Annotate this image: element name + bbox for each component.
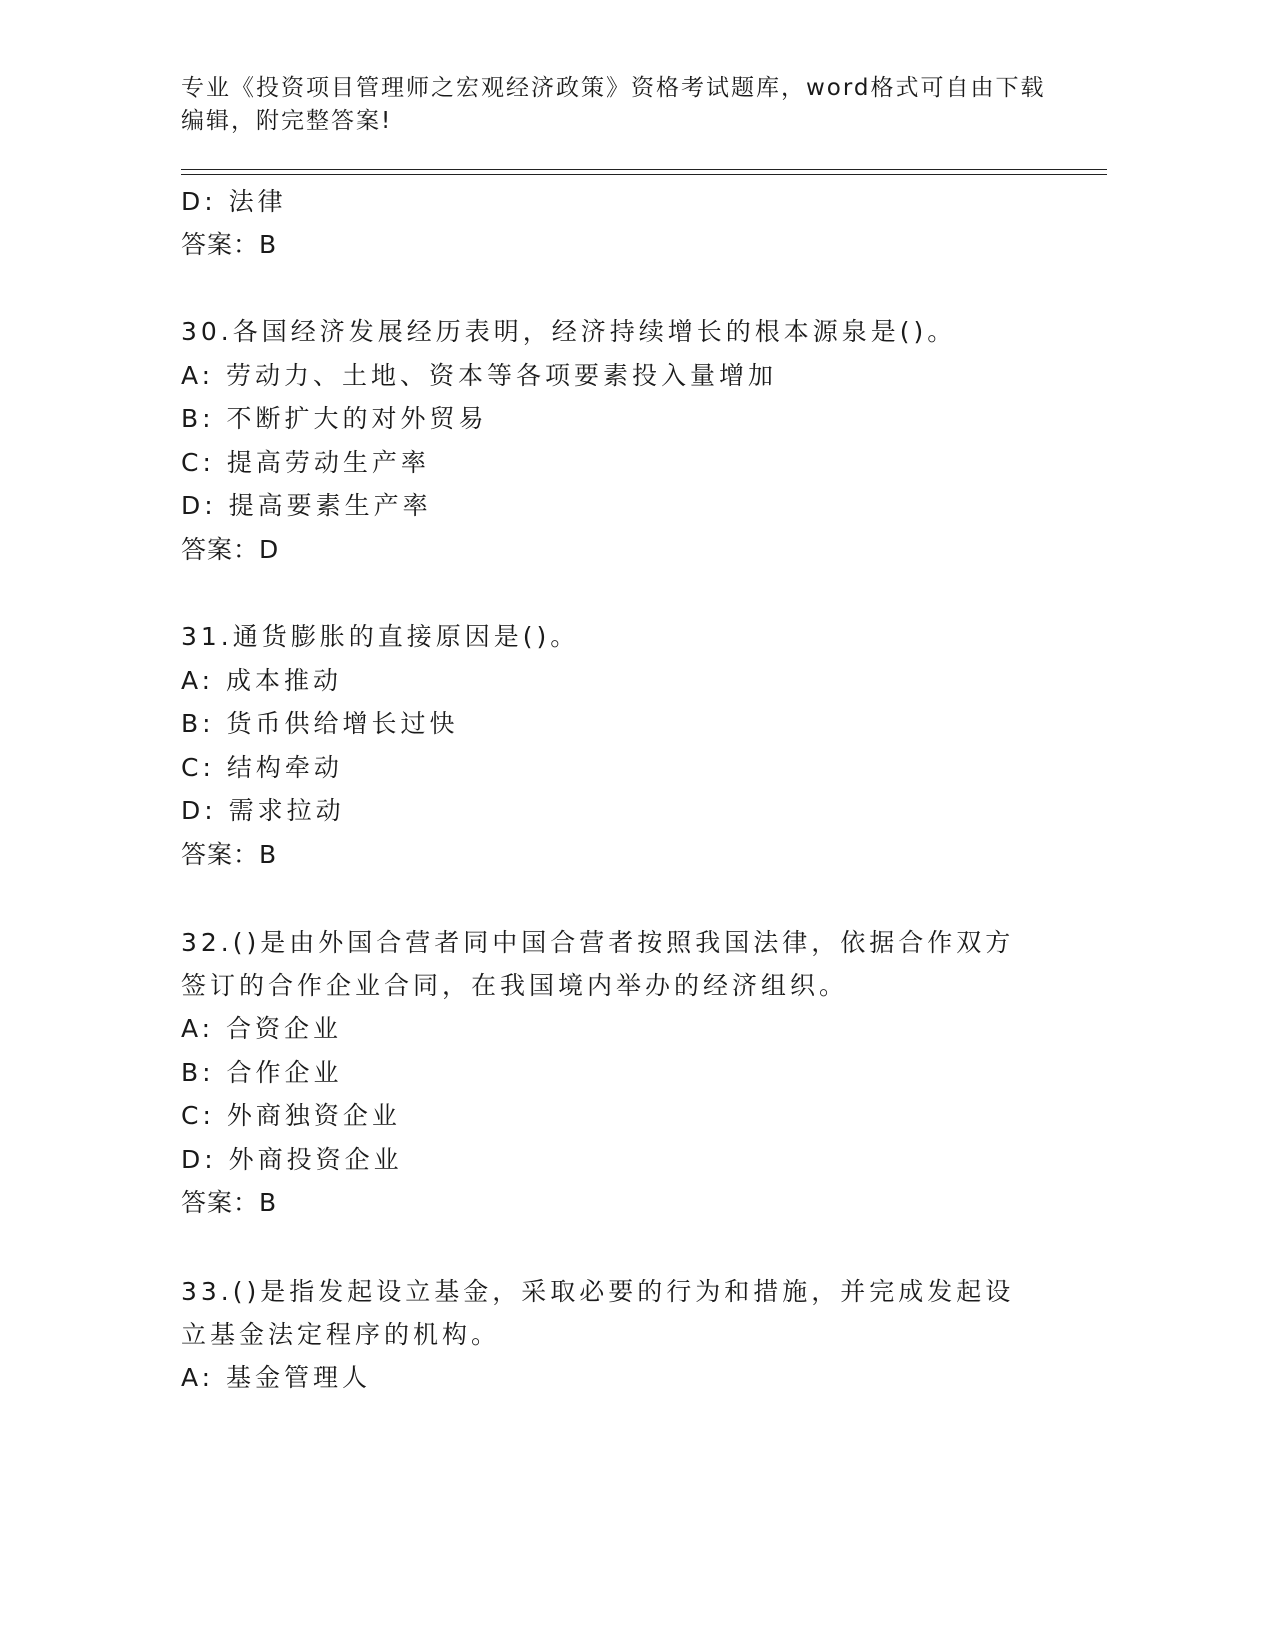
header-divider-top: [181, 169, 1107, 170]
header-divider-bottom: [181, 174, 1107, 175]
option-d: D: 需求拉动: [181, 796, 345, 825]
option-c: C: 结构牵动: [181, 753, 343, 782]
answer: 答案：B: [181, 230, 278, 259]
question-stem: 32.()是由外国合营者同中国合营者按照我国法律，依据合作双方签订的合作企业合同，在我国境内举办的经济组织。: [181, 928, 1015, 1000]
option-d: D: 法律: [181, 187, 287, 216]
answer: 答案：B: [181, 840, 278, 869]
option-d: D: 提高要素生产率: [181, 491, 432, 520]
question-stem: 33.()是指发起设立基金，采取必要的行为和措施，并完成发起设立基金法定程序的机构。: [181, 1277, 1015, 1349]
option-b: B: 货币供给增长过快: [181, 709, 459, 738]
question-stem: 30.各国经济发展经历表明，经济持续增长的根本源泉是()。: [181, 317, 957, 346]
option-a: A: 合资企业: [181, 1014, 343, 1043]
question-stem: 31.通货膨胀的直接原因是()。: [181, 622, 580, 651]
option-c: C: 外商独资企业: [181, 1101, 401, 1130]
document-header: 专业《投资项目管理师之宏观经济政策》资格考试题库，word格式可自由下载编辑，附完整答案!: [181, 75, 1046, 134]
option-b: B: 合作企业: [181, 1058, 343, 1087]
answer: 答案：B: [181, 1188, 278, 1217]
answer: 答案：D: [181, 535, 280, 564]
option-a: A: 劳动力、土地、资本等各项要素投入量增加: [181, 361, 778, 390]
option-b: B: 不断扩大的对外贸易: [181, 404, 488, 433]
option-c: C: 提高劳动生产率: [181, 448, 430, 477]
option-d: D: 外商投资企业: [181, 1145, 403, 1174]
option-a: A: 基金管理人: [181, 1363, 372, 1392]
option-a: A: 成本推动: [181, 666, 343, 695]
